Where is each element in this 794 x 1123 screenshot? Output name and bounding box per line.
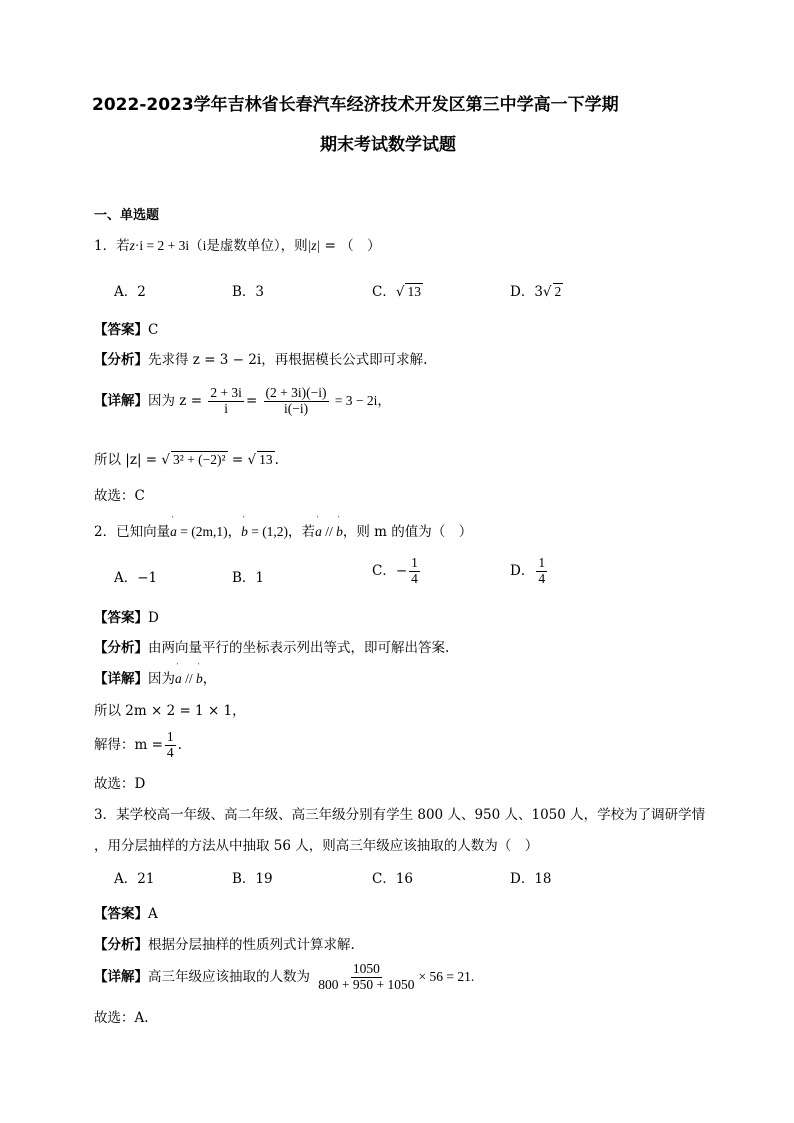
- q2-answer: 【答案】D: [94, 610, 159, 626]
- q3-option-d: D．18: [510, 871, 552, 887]
- q3-answer: 【答案】A: [94, 906, 158, 922]
- q3-option-c: C．16: [372, 871, 414, 887]
- q2-option-d: D． $\frac{1}{4}$: [510, 555, 546, 586]
- q2-option-c: C．− $\frac{1}{4}$: [372, 555, 418, 586]
- q1-option-b: B．3: [232, 284, 265, 300]
- q3-option-b: B．19: [232, 871, 273, 887]
- q1-analysis: 【分析】先求得 z = 3 − 2i，再根据模长公式即可求解.: [94, 352, 428, 368]
- q2-option-b: B．1: [232, 570, 265, 586]
- q1-detail: 【详解】因为 z = $\frac{2 + 3i}{i}$ = $\frac{(2 + 3i)(-i)}{i(-i)}$ = 3 − 2i，: [94, 385, 391, 416]
- q2-analysis: 【分析】由两向量平行的坐标表示列出等式，即可解出答案.: [94, 640, 450, 656]
- q1-option-d: D．3√ 2: [510, 284, 562, 300]
- page-title-line2: 期末考试数学试题: [320, 135, 456, 155]
- q1-option-a: A．2: [114, 284, 146, 300]
- q1-option-c: C．√ 13: [372, 284, 421, 300]
- q1-stem: 1．若z·i = 2 + 3i（i是虚数单位），则|z| = （ ）: [94, 238, 381, 254]
- q2-solve-line: 解得：m = $\frac{1}{4}$ .: [94, 729, 182, 760]
- page-title-line1: 2022-2023学年吉林省长春汽车经济技术开发区第三中学高一下学期: [92, 95, 619, 115]
- q3-detail: 【详解】高三年级应该抽取的人数为 $\frac{1050}{800 + 950 + 1050}$ × 56 = 21.: [94, 961, 475, 992]
- q3-stem-line1: 3．某学校高一年级、高二年级、高三年级分别有学生 800 人、950 人、1050 人，学校为了调研学情: [94, 807, 706, 823]
- q3-option-a: A．21: [114, 871, 155, 887]
- q3-analysis: 【分析】根据分层抽样的性质列式计算求解.: [94, 937, 355, 953]
- section-heading: 一、单选题: [94, 208, 160, 223]
- q2-stem: 2．已知向量ˈ a = (2m,1)，ˈ b = (1,2)，若ˈ a // ˈ b，则 m 的值为（ ）: [94, 520, 472, 540]
- q1-choose: 故选：C: [94, 488, 145, 504]
- q1-answer: 【答案】C: [94, 322, 159, 338]
- q3-stem-line2: ，用分层抽样的方法从中抽取 56 人，则高三年级应该抽取的人数为（ ）: [94, 838, 539, 854]
- q3-choose: 故选：A.: [94, 1010, 149, 1026]
- q1-modulus-line: 所以 |z| = √ 3² + (−2)² = √ 13 .: [94, 452, 279, 468]
- q2-option-a: A．−1: [114, 570, 158, 586]
- q2-detail: 【详解】因为ˈ a // ˈ b，: [94, 667, 216, 687]
- q2-equation-line: 所以 2m × 2 = 1 × 1，: [94, 703, 246, 719]
- q2-choose: 故选：D: [94, 776, 146, 792]
